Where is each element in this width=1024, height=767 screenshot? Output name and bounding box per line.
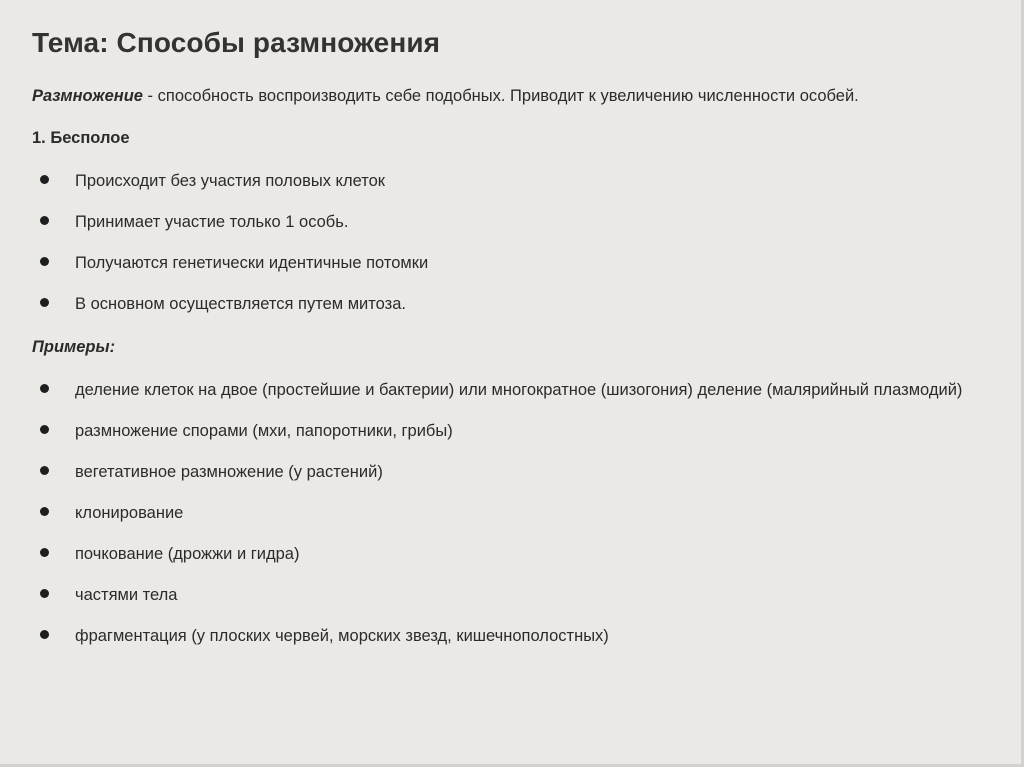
section-heading-examples: Примеры:	[32, 338, 116, 356]
bullet-icon	[40, 630, 49, 639]
definition-term: Размножение	[32, 87, 143, 105]
list-item	[40, 501, 975, 526]
bullet-icon	[40, 466, 49, 475]
list-item	[40, 169, 975, 194]
asexual-properties-list	[40, 169, 975, 333]
bullet-icon	[40, 548, 49, 557]
list-item-text: вегетативное размножение (у растений)	[75, 463, 383, 481]
bullet-icon	[40, 257, 49, 266]
section-heading-asexual: 1. Бесполое	[32, 129, 130, 147]
definition-text: - способность воспроизводить себе подобных. Приводит к увеличению численности особей.	[142, 87, 859, 105]
list-item-text: В основном осуществляется путем митоза.	[75, 295, 406, 313]
bullet-icon	[40, 425, 49, 434]
bullet-icon	[40, 384, 49, 393]
list-item	[40, 542, 975, 567]
list-item-text: размножение спорами (мхи, папоротники, грибы)	[75, 422, 453, 440]
list-item	[40, 419, 975, 444]
list-item	[40, 583, 975, 608]
bullet-icon	[40, 216, 49, 225]
list-item	[40, 251, 975, 276]
slide-title: Тема: Способы размножения	[32, 27, 441, 58]
list-item-text: Принимает участие только 1 особь.	[75, 213, 349, 231]
bullet-icon	[40, 589, 49, 598]
list-item	[40, 292, 975, 317]
list-item	[40, 624, 975, 649]
list-item-text: клонирование	[75, 504, 184, 522]
bullet-icon	[40, 298, 49, 307]
list-item-text: частями тела	[75, 586, 178, 604]
list-item	[40, 210, 975, 235]
definition-paragraph	[32, 86, 859, 106]
bullet-icon	[40, 507, 49, 516]
list-item-text: почкование (дрожжи и гидра)	[75, 545, 300, 563]
bullet-icon	[40, 175, 49, 184]
list-item	[40, 460, 975, 485]
list-item-text: Получаются генетически идентичные потомки	[75, 254, 429, 272]
list-item	[40, 378, 975, 403]
list-item-text: деление клеток на двое (простейшие и бактерии) или многократное (шизогония) деление (малярийный плазмодий)	[75, 381, 963, 399]
list-item-text: фрагментация (у плоских червей, морских звезд, кишечнополостных)	[75, 627, 609, 645]
list-item-text: Происходит без участия половых клеток	[75, 172, 385, 190]
examples-list	[40, 378, 975, 665]
